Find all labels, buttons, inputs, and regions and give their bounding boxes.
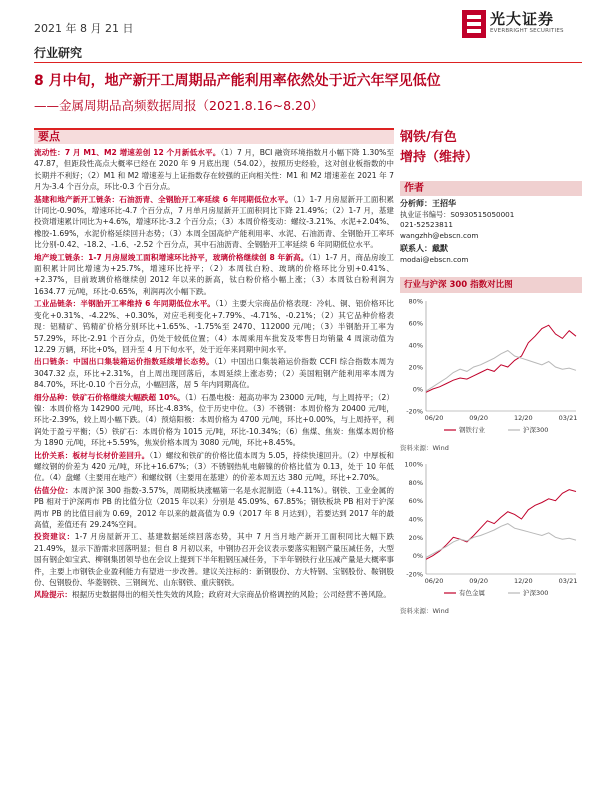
paragraph-text: （1）主要大宗商品价格表现：冷轧、铜、铝价格环比变化+0.31%、-4.22%、+0.30%，对应毛利变化+7.79%、-4.71%、-0.21%；（2）其它品种价格表现：铝精矿、钨精矿价格分别环比+1.65%、-1.75%至 2470、112000 元/吨；（3）半钢胎开工率为 57.29%，环比-2.91 个百分点，仍处于较低位置；（4）本周乘用车批发及零售日均销量 4 周滚动值为 12.29 万辆，环比+0%，回升至 4 月下旬水平，处于近年来同期中间水平。 xyxy=(34,299,394,354)
analyst-email[interactable]: wangzhh@ebscn.com xyxy=(400,230,479,240)
summary-paragraph xyxy=(34,531,394,588)
rating-label: 增持（维持） xyxy=(400,150,479,165)
x-tick-label: 03/21 xyxy=(558,414,578,422)
paragraph-text: 本周沪深 300 指数-3.57%，周期板块涨幅第一名是水泥制造（+4.11%）。钢铁、工业金属的 PB 相对于沪深两市 PB 的比值分位（2015 年以来）分别是 45.09%、67.85%；钢铁板块 PB 相对于沪深两市 PB 的比值目前为 0.69，2012 年以来的最高值为 0.9（2017 年 8 月达到），若要达到 2017 年的最高值，差值还有 29.24%空间。 xyxy=(34,485,395,529)
series-line xyxy=(426,351,576,392)
x-tick-label: 06/20 xyxy=(424,414,444,422)
chart-heading: 行业与沪深 300 指数对比图 xyxy=(400,277,582,293)
report-type: 行业研究 xyxy=(34,46,83,60)
paragraph-text: （1）7 月，BCI 融资环境指数月小幅下降 1.30%至 47.87，但距段性高点大概率已经在 2020 年 9 月底出现（54.02），按照历史经验，这对创业板指数的中长期并不利好；（2）M1 和 M2 增速差与上证指数存在较强的正向相关性：M1 和 M2 增速差在 2021 年 7 月为-3.4 个百分点，环比-0.3 个百分点。 xyxy=(34,148,395,192)
analyst-phone: 021-52523811 xyxy=(400,220,453,229)
x-tick-label: 12/20 xyxy=(513,414,533,422)
logo-name-en: EVERBRIGHT SECURITIES xyxy=(490,28,564,34)
logo-mark-icon xyxy=(462,10,486,38)
paragraph-highlight: 风险提示： xyxy=(34,590,72,600)
logo-name-cn: 光大证券 xyxy=(490,10,555,28)
y-tick-label: 0% xyxy=(412,385,423,394)
y-tick-label: 0% xyxy=(412,552,423,561)
legend-label: 沪深300 xyxy=(523,589,549,597)
legend-label: 钢铁行业 xyxy=(459,426,485,434)
paragraph-highlight: 基建和地产新开工链条：石油沥青、全钢胎开工率延续 6 年同期低位水平。 xyxy=(34,194,293,204)
series-line xyxy=(426,325,576,392)
legend-label: 有色金属 xyxy=(459,589,485,597)
y-tick-label: 80% xyxy=(408,478,423,487)
summary-paragraph xyxy=(34,589,394,600)
summary-paragraph xyxy=(34,147,394,193)
y-tick-label: 20% xyxy=(408,533,423,542)
paragraph-text: （1）1-7 月，商品房竣工面积累计同比增速为+25.7%，增速环比持平；（2）本周钛白粉、玻璃的价格环比分别+0.41%、+2.37%，目前玻璃价格继续创 2012 年以来的新高，钛白粉价格小幅上涨；（3）本周钛白粉利润为 1634.77 元/吨，环比-0.65%，利润再次小幅下跌。 xyxy=(34,252,394,296)
summary-heading: 要点 xyxy=(34,128,394,144)
y-tick-label: 100% xyxy=(404,460,423,469)
paragraph-highlight: 地产竣工链条：1-7 月房屋竣工面积增速环比持平，玻璃价格继续创 8 年新高。 xyxy=(34,252,309,262)
x-tick-label: 03/21 xyxy=(558,577,578,585)
summary-body xyxy=(34,147,394,601)
x-tick-label: 09/20 xyxy=(469,577,489,585)
chart-source-2: 资料来源：Wind xyxy=(400,607,449,615)
contact-email[interactable]: modai@ebscn.com xyxy=(400,254,469,264)
summary-paragraph xyxy=(34,485,394,531)
y-tick-label: 20% xyxy=(408,363,423,372)
report-subtitle: ——金属周期品高频数据周报（2021.8.16~8.20） xyxy=(34,98,324,113)
paragraph-highlight: 估值分位： xyxy=(34,485,73,495)
x-tick-label: 12/20 xyxy=(513,577,533,585)
paragraph-text: （1）中国出口集装箱运价指数 CCFI 综合指数本周为 3047.32 点，环比+2.31%，自上周出现回落后，本周延续上涨态势；（2）美国粗钢产能利用率本周为 84.70%，环比-0.10 个百分点，小幅回落，居 5 年内同期高位。 xyxy=(34,357,394,390)
series-line xyxy=(426,490,576,560)
paragraph-text: （1）1-7 月房屋新开工面积累计同比-0.90%，增速环比-4.7 个百分点，7 月单月房屋新开工面积同比下降 21.49%；（2）1-7 月，基建投资增速累计同比为+4.6%，增速环比-3.2 个百分点；（3）本周价格变动：螺纹-3.21%、水泥+2.04%、橡胶-1.69%，水泥价格延续回升态势；（3）本周全国高炉产能利用率、水泥、石油沥青、全钢胎开工率环比分别-0.42、-18.2、-1.6、-2.52 个百分点，其中石油沥青、全钢胎开工率延续 6 年同期低位水平。 xyxy=(34,194,394,250)
y-tick-label: 60% xyxy=(408,319,423,328)
chart-source-1: 资料来源：Wind xyxy=(400,444,449,452)
company-logo xyxy=(462,8,582,42)
paragraph-highlight: 投资建议： xyxy=(34,532,75,542)
paragraph-text: （1）石墨电极：超高功率为 23000 元/吨，与上周持平；（2）镍：本周价格为 142900 元/吨，环比-4.83%，位于历史中位。（3）不锈钢：本周价格为 20400 元/吨，环比-2.39%，较上周小幅下跌。（4）预焙阳极：本周价格为 4700 元/吨，环比+0.00%，与上周持平，利润处于盈亏平衡；（5）铁矿石：本周价格为 1015 元/吨，环比-10.34%；（6）焦煤、焦炭：焦煤本周价格为 1890 元/吨，环比+5.59%，焦炭价格本周为 3080 元/吨，环比+8.45%。 xyxy=(34,392,394,448)
y-tick-label: 80% xyxy=(408,297,423,306)
paragraph-text: 1-7 月房屋新开工、基建数据延续回落态势，其中 7 月当月地产新开工面积同比大幅下跌 21.49%，显示下游需求回落明显；但自 8 月初以来，中钢协召开会议表示要落实粗钢产量压减任务，大型国有钢企如宝武、柳钢集团领导也在会议上提到下半年粗钢压减任务，下半年钢铁行业压减产量是大概率事件，主要上市钢铁企业盈利能力有望进一步改善。建议关注标的：新钢股份、方大特钢、宝钢股份、鞍钢股份、包钢股份、华菱钢铁、三钢闽光、山东钢铁、重庆钢铁。 xyxy=(34,532,394,588)
series-line xyxy=(426,524,576,558)
summary-paragraph xyxy=(34,356,394,390)
paragraph-highlight: 比价关系：板材与长材价差回升。 xyxy=(34,450,150,460)
paragraph-highlight: 工业品链条：半钢胎开工率维持 6 年同期低位水平。 xyxy=(34,299,216,309)
paragraph-text: 根据历史数据得出的相关性失效的风险；政府对大宗商品价格调控的风险；公司经营不善风险。 xyxy=(71,590,391,600)
summary-paragraph xyxy=(34,252,394,298)
paragraph-highlight: 出口链条：中国出口集装箱运价指数延续增长态势。 xyxy=(34,357,214,367)
chart-metals-vs-hs300 xyxy=(400,456,582,606)
summary-paragraph xyxy=(34,298,394,355)
summary-section xyxy=(34,128,394,602)
contact-name: 联系人：戴默 xyxy=(400,244,448,253)
summary-paragraph xyxy=(34,194,394,251)
analyst-name: 分析师：王招华 xyxy=(400,199,456,208)
paragraph-highlight: 流动性：7 月 M1、M2 增速差创 12 个月新低水平。 xyxy=(34,148,221,157)
author-heading: 作者 xyxy=(400,181,582,196)
header-rule xyxy=(34,62,582,63)
industry-label: 钢铁/有色 xyxy=(400,130,457,145)
sidebar xyxy=(400,128,582,615)
y-tick-label: 40% xyxy=(408,341,423,350)
y-tick-label: -20% xyxy=(406,407,423,416)
y-tick-label: 60% xyxy=(408,497,423,506)
x-tick-label: 09/20 xyxy=(469,414,489,422)
summary-paragraph xyxy=(34,392,394,449)
y-tick-label: -20% xyxy=(406,570,423,579)
y-tick-label: 40% xyxy=(408,515,423,524)
chart-steel-vs-hs300 xyxy=(400,293,582,443)
report-date: 2021 年 8 月 21 日 xyxy=(34,22,134,35)
summary-paragraph xyxy=(34,450,394,484)
analyst-cert: 执业证书编号：S0930515050001 xyxy=(400,209,515,219)
paragraph-highlight: 细分品种：铁矿石价格继续大幅跌超 10%。 xyxy=(34,392,185,402)
report-title: 8 月中旬，地产新开工周期品产能利用率依然处于近六年罕见低位 xyxy=(34,73,441,89)
legend-label: 沪深300 xyxy=(523,426,549,434)
paragraph-text: （1）螺纹和铁矿的价格比值本周为 5.05，持续快速回升。（2）中厚板和螺纹钢的价差为 420 元/吨，环比+16.67%；（3）不锈钢热轧电解镍的价格比值为 0.13，处于 10 年低位。（4）盘螺（主要用在地产）和螺纹钢（主要用在基建）的价差本周五达 380 元/吨，环比+2.70%。 xyxy=(34,450,394,483)
x-tick-label: 06/20 xyxy=(424,577,444,585)
